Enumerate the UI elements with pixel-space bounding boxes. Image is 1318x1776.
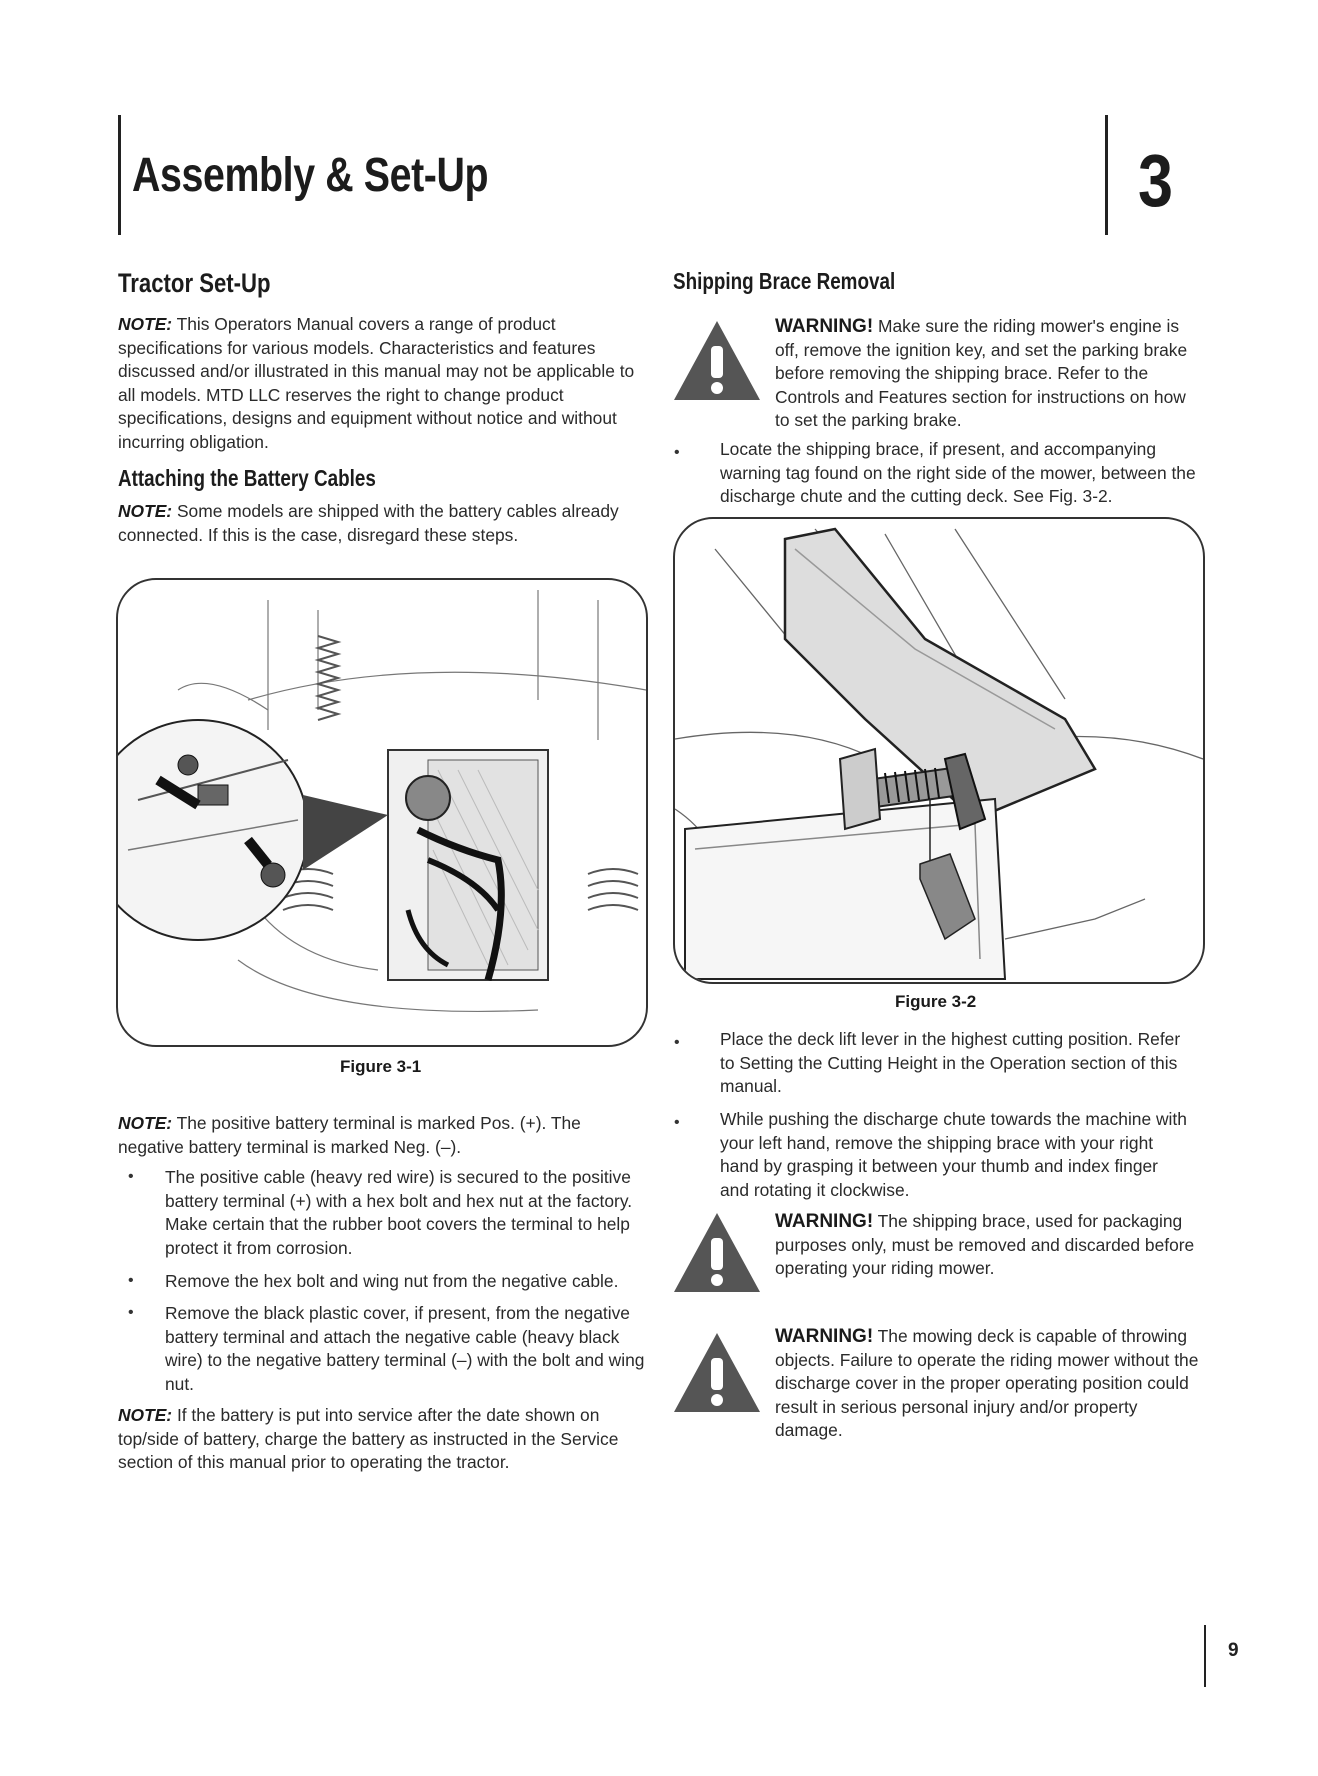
warning-triangle-icon: [672, 1330, 762, 1415]
list-item-remove-bolt: Remove the hex bolt and wing nut from the negative cable.: [165, 1271, 619, 1291]
warning-engine-off: [775, 315, 1205, 433]
list-item-negative-cable: Remove the black plastic cover, if present, from the negative battery terminal and attach the negative cable (heavy black wire) to the negative battery terminal (–) with the bolt and wing nut.: [165, 1303, 645, 1394]
battery-illustration: [118, 580, 646, 1045]
note-product-range: [118, 313, 648, 454]
note-label: NOTE:: [118, 1405, 173, 1425]
note-text: Some models are shipped with the battery cables already connected. If this is the case, disregard these steps.: [118, 501, 619, 545]
warning-label: WARNING!: [775, 1326, 874, 1347]
note-text: This Operators Manual covers a range of product specifications for various models. Characteristics and features discussed and/or illustrated in this manual may not be applicable to all models. MTD LLC reserves the right to change product specifications, designs and equipment without notice and without incurring obligation.: [118, 314, 635, 452]
chapter-number: 3: [1138, 139, 1173, 222]
list-item-deck-lift: Place the deck lift lever in the highest cutting position. Refer to Setting the Cutting Height in the Operation section of this manual.: [720, 1029, 1181, 1096]
warning-text: The shipping brace, used for packaging purposes only, must be removed and discarded before operating your riding mower.: [775, 1211, 1195, 1278]
bullet-dot: •: [128, 1168, 134, 1185]
footer-rule: [1204, 1625, 1206, 1687]
shipping-brace-illustration: [675, 519, 1203, 982]
note-label: NOTE:: [118, 1113, 173, 1133]
note-battery-service: [118, 1404, 638, 1475]
bullet-dot: •: [674, 444, 680, 461]
bullet-dot: •: [128, 1304, 134, 1321]
section-heading-shipping-brace: Shipping Brace Removal: [673, 268, 896, 294]
note-text: The positive battery terminal is marked Pos. (+). The negative battery terminal is marked Neg. (–).: [118, 1113, 581, 1157]
warning-label: WARNING!: [775, 1211, 874, 1232]
figure-3-1-caption: Figure 3-1: [340, 1057, 422, 1076]
warning-thrown-objects: [775, 1325, 1205, 1443]
list-item-positive-cable: The positive cable (heavy red wire) is secured to the positive battery terminal (+) with a hex bolt and hex nut at the factory. Make certain that the rubber boot covers the terminal to help protect it from corrosion.: [165, 1167, 633, 1258]
figure-3-2: [673, 517, 1205, 984]
figure-3-1: [116, 578, 648, 1047]
warning-triangle-icon: [672, 1210, 762, 1295]
note-label: NOTE:: [118, 501, 173, 521]
list-item-locate-brace: Locate the shipping brace, if present, and accompanying warning tag found on the right side of the mower, between the discharge chute and the cutting deck. See Fig. 3-2.: [720, 439, 1196, 506]
warning-discard-brace: [775, 1210, 1205, 1281]
subheading-battery-cables: Attaching the Battery Cables: [118, 465, 376, 491]
note-terminal-marking: [118, 1112, 638, 1159]
warning-text: Make sure the riding mower's engine is off, remove the ignition key, and set the parking brake before removing the shipping brace. Refer to the Controls and Features section for instructions on how to set the parking brake.: [775, 316, 1188, 430]
page-number: 9: [1228, 1640, 1239, 1661]
list-item-remove-brace: While pushing the discharge chute towards the machine with your left hand, remove the shipping brace with your right hand by grasping it between your thumb and index finger and rotating it clockwise.: [720, 1109, 1187, 1200]
figure-3-2-caption: Figure 3-2: [895, 992, 977, 1011]
page-title: Assembly & Set-Up: [132, 149, 489, 202]
warning-text: The mowing deck is capable of throwing objects. Failure to operate the riding mower without the discharge cover in the proper operating position could result in serious personal injury and/or property damage.: [775, 1326, 1199, 1440]
note-battery-cables: [118, 500, 648, 547]
bullet-dot: •: [674, 1034, 680, 1051]
section-heading-tractor-setup: Tractor Set-Up: [118, 268, 271, 298]
note-label: NOTE:: [118, 314, 173, 334]
bullet-dot: •: [674, 1114, 680, 1131]
warning-triangle-icon: [672, 318, 762, 403]
warning-label: WARNING!: [775, 316, 874, 337]
note-text: If the battery is put into service after the date shown on top/side of battery, charge the battery as instructed in the Service section of this manual prior to operating the tractor.: [118, 1405, 619, 1472]
bullet-dot: •: [128, 1272, 134, 1289]
header-right-rule: [1105, 115, 1108, 235]
header-left-rule: [118, 115, 121, 235]
